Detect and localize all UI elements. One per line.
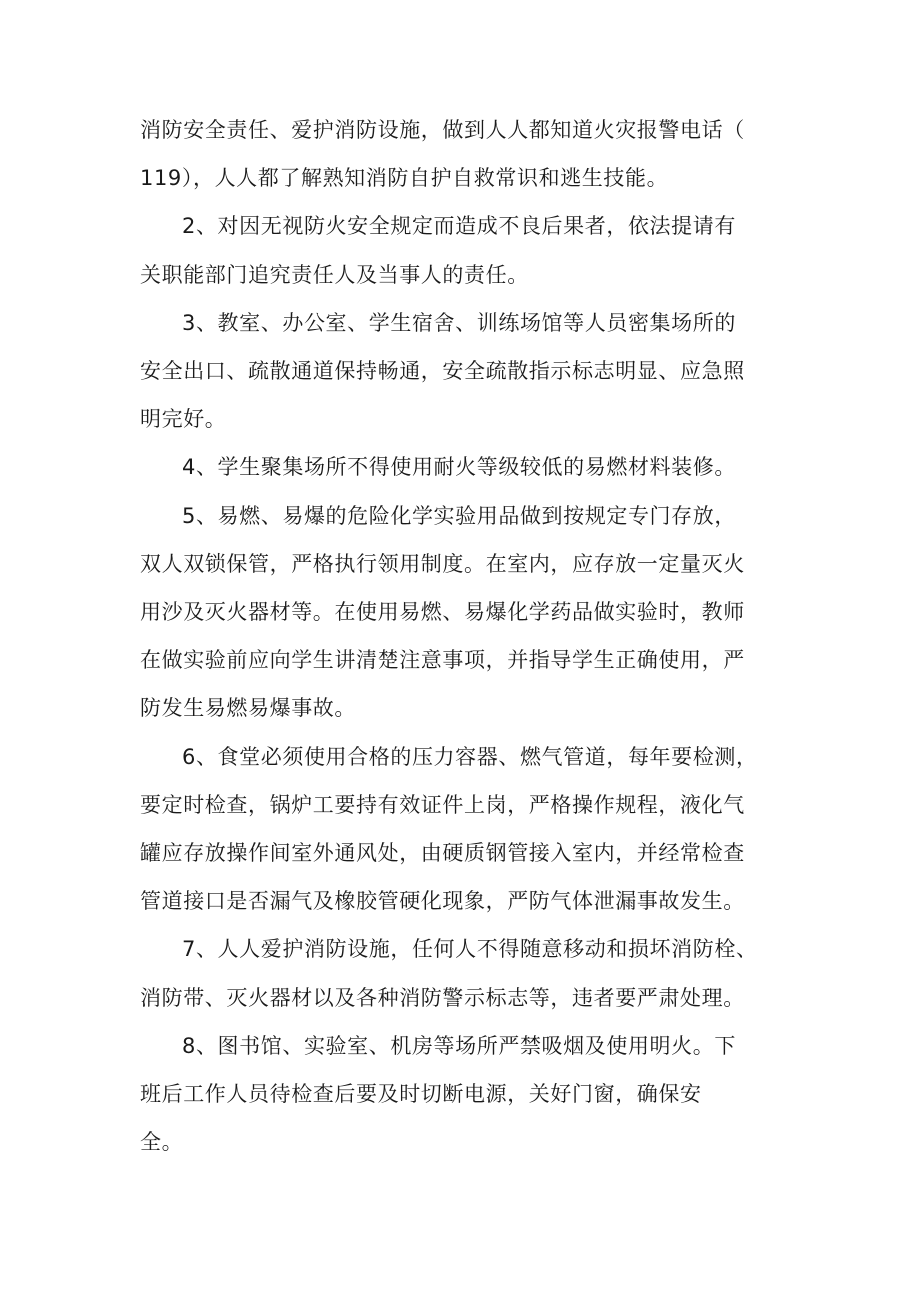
- paragraph-item-5: [140, 492, 785, 733]
- text-line: 在做实验前应向学生讲清楚注意事项，并指导学生正确使用，严: [140, 648, 745, 673]
- paragraph-item-7: [140, 925, 785, 1021]
- text-line: 2、对因无视防火安全规定而造成不良后果者，依法提请有: [182, 214, 736, 239]
- paragraph-item-3: [140, 299, 785, 444]
- text-line: 全。: [140, 1130, 184, 1155]
- text-line: 明完好。: [140, 407, 227, 432]
- text-line: 管道接口是否漏气及橡胶管硬化现象，严防气体泄漏事故发生。: [140, 889, 745, 914]
- text-line: 4、学生聚集场所不得使用耐火等级较低的易燃材料装修。: [182, 455, 736, 480]
- text-line: 7、人人爱护消防设施，任何人不得随意移动和损坏消防栓、: [182, 937, 758, 962]
- text-line: 用沙及灭火器材等。在使用易燃、易爆化学药品做实验时，教师: [140, 600, 745, 625]
- text-line: 8、图书馆、实验室、机房等场所严禁吸烟及使用明火。下: [182, 1033, 736, 1058]
- text-line: 防发生易燃易爆事故。: [140, 696, 356, 721]
- text-line: 6、食堂必须使用合格的压力容器、燃气管道，每年要检测，: [182, 744, 758, 769]
- paragraph-item-8: [140, 1022, 785, 1167]
- text-line: 关职能部门追究责任人及当事人的责任。: [140, 262, 529, 287]
- text-line: 要定时检查，锅炉工要持有效证件上岗，严格操作规程，液化气: [140, 792, 745, 817]
- text-line: 3、教室、办公室、学生宿舍、训练场馆等人员密集场所的: [182, 310, 736, 335]
- text-line: 消防带、灭火器材以及各种消防警示标志等，违者要严肃处理。: [140, 985, 745, 1010]
- text-line: 5、易燃、易爆的危险化学实验用品做到按规定专门存放，: [182, 503, 736, 528]
- text-line: 双人双锁保管，严格执行领用制度。在室内，应存放一定量灭火: [140, 551, 745, 576]
- paragraph-item-6: [140, 733, 785, 926]
- text-line: 消防安全责任、爱护消防设施，做到人人都知道火灾报警电话（: [140, 118, 745, 142]
- text-line: 安全出口、疏散通道保持畅通，安全疏散指示标志明显、应急照: [140, 359, 745, 384]
- paragraph-continuation: [140, 106, 785, 202]
- text-line: 119），人人都了解熟知消防自护自救常识和逃生技能。: [140, 166, 669, 191]
- paragraph-item-4: [140, 443, 785, 491]
- document-body: [140, 106, 785, 1166]
- text-line: 班后工作人员待检查后要及时切断电源，关好门窗，确保安: [140, 1082, 702, 1107]
- paragraph-item-2: [140, 202, 785, 298]
- text-line: 罐应存放操作间室外通风处，由硬质钢管接入室内，并经常检查: [140, 841, 745, 866]
